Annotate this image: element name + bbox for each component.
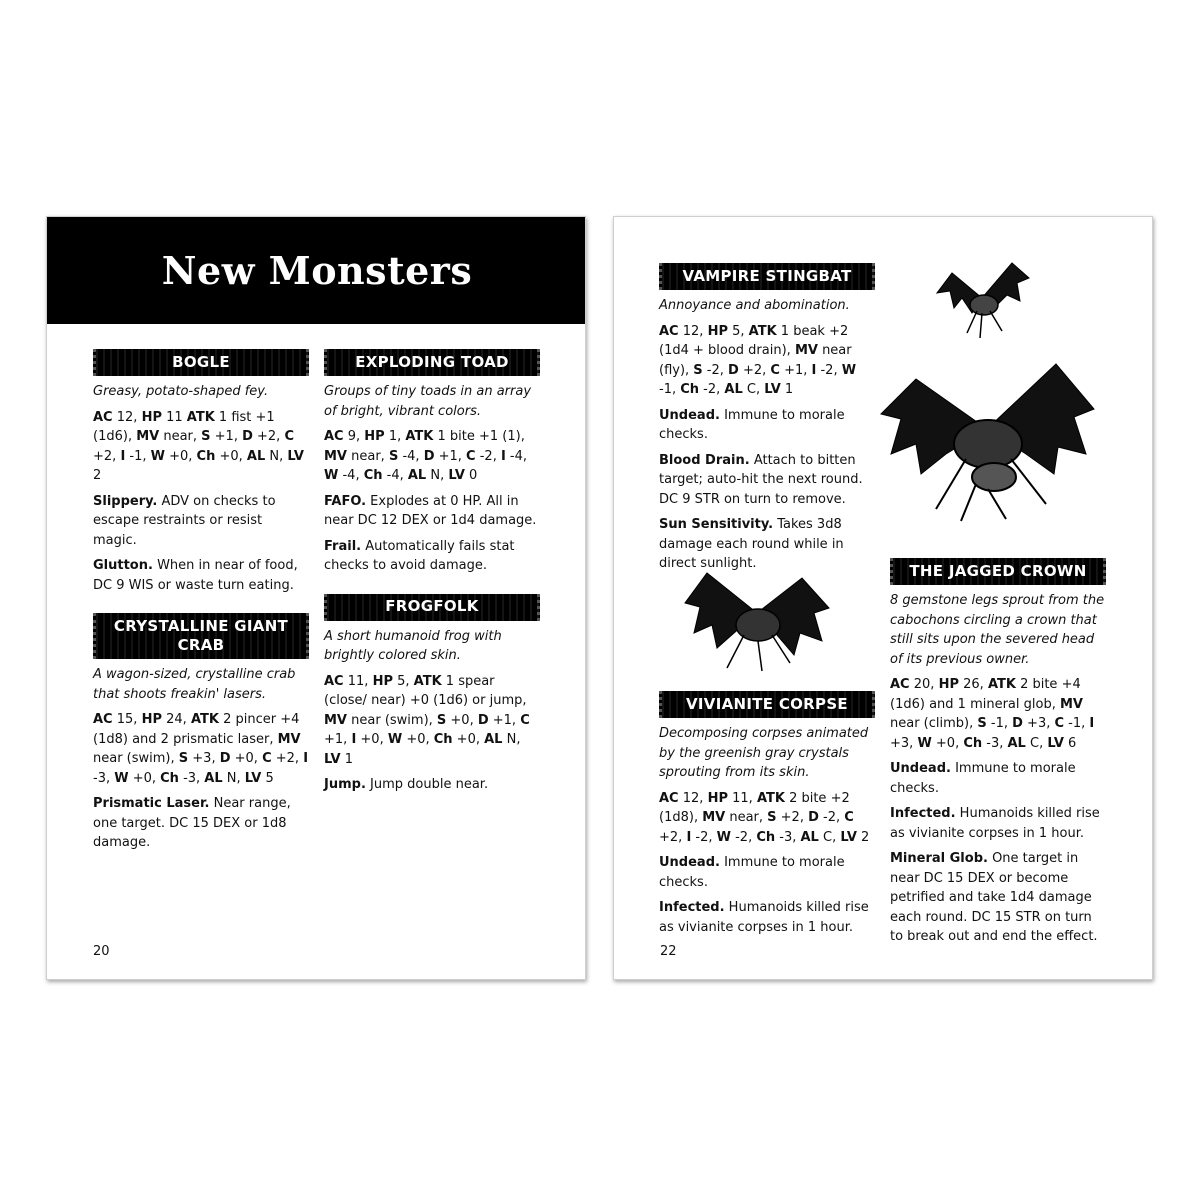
stat-key: ATK xyxy=(413,673,442,689)
stat-value: +0, xyxy=(452,732,485,747)
feature-text: Near range, one target. DC 15 DEX or 1d8 damage. xyxy=(93,796,291,850)
bat-drawing xyxy=(876,359,1098,525)
stat-value: +0, xyxy=(128,770,161,786)
monster-stat-line xyxy=(659,789,875,848)
stat-key: D xyxy=(242,429,253,444)
stat-key: Ch xyxy=(756,829,776,845)
monster-feature xyxy=(324,537,540,576)
stat-key: Ch xyxy=(196,448,216,464)
feature-text: Automatically fails stat checks to avoid damage. xyxy=(324,538,515,573)
stat-key: ATK xyxy=(748,323,777,339)
stat-key: D xyxy=(423,448,435,464)
stat-value: +3, xyxy=(188,751,220,766)
stat-value: 11, xyxy=(343,673,373,689)
feature-text: Explodes at 0 HP. All in near DC 12 DEX or 1d4 damage. xyxy=(324,493,537,528)
stat-key: AC xyxy=(324,429,344,444)
monster-entry xyxy=(93,613,309,853)
stat-value: +1, xyxy=(210,429,243,444)
monster-description: A wagon-sized, crystalline crab that shoots freakin' lasers. xyxy=(93,667,296,702)
stat-key: W xyxy=(114,770,129,786)
monster-stat-line xyxy=(659,322,875,400)
stat-value: near (swim), xyxy=(93,751,179,766)
monster-description: Greasy, potato-shaped fey. xyxy=(93,384,269,399)
feature-name: Undead. xyxy=(659,855,720,870)
stat-value: 0 xyxy=(464,468,478,483)
stat-key: C xyxy=(844,810,854,825)
stat-value: -1, xyxy=(986,716,1013,731)
monster-stat-line xyxy=(324,427,540,486)
stat-key: I xyxy=(303,751,309,766)
monster-name-banner: EXPLODING TOAD xyxy=(324,349,540,376)
stat-key: W xyxy=(387,732,403,747)
stat-value: 15, xyxy=(112,712,142,727)
right-column-1 xyxy=(659,263,875,580)
feature-name: Undead. xyxy=(659,407,720,423)
stat-value: 20, xyxy=(909,677,939,692)
stat-value: +0, xyxy=(402,732,434,747)
stat-key: ATK xyxy=(190,712,219,727)
monster-feature xyxy=(890,804,1106,843)
stat-value: -3, xyxy=(982,735,1008,751)
stat-key: D xyxy=(1012,716,1023,731)
feature-text: Humanoids killed rise as vivianite corpses in 1 hour. xyxy=(890,806,1100,841)
stat-key: LV xyxy=(324,751,341,767)
feature-text: Attach to bitten target; auto-hit the next round. DC 9 STR on turn to remove. xyxy=(659,452,863,507)
stat-key: Ch xyxy=(963,735,983,751)
stat-key: C xyxy=(466,448,476,464)
stat-key: ATK xyxy=(987,677,1016,692)
stat-key: HP xyxy=(372,673,393,689)
feature-text: One target in near DC 15 DEX or become petrified and take 1d4 damage each round. DC 15 STR on turn to break out and end the effect. xyxy=(890,851,1098,944)
stat-value: 24, xyxy=(161,712,191,727)
feature-text: Humanoids killed rise as vivianite corpses in 1 hour. xyxy=(659,900,869,935)
stat-key: AL xyxy=(1007,735,1026,751)
stat-key: LV xyxy=(287,448,304,464)
monster-entry xyxy=(324,349,540,576)
stat-key: I xyxy=(120,448,126,464)
stat-value: -3, xyxy=(178,770,205,786)
stat-value: N, xyxy=(222,770,245,786)
stat-value: -4, xyxy=(382,468,408,483)
stat-value: -2, xyxy=(702,362,729,378)
stat-value: -2, xyxy=(816,362,842,378)
stat-value: -1, xyxy=(659,382,681,397)
monster-feature xyxy=(890,759,1106,798)
stat-key: LV xyxy=(244,770,262,786)
feature-name: Frail. xyxy=(324,538,362,554)
stat-key: MV xyxy=(324,448,347,464)
stat-key: HP xyxy=(707,323,728,339)
stat-value: 9, xyxy=(343,429,365,444)
stat-value: -4, xyxy=(398,448,424,464)
page-number: 22 xyxy=(660,944,677,959)
monster-entry xyxy=(890,558,1106,947)
stat-key: C xyxy=(262,751,272,766)
feature-name: Sun Sensitivity. xyxy=(659,517,774,532)
feature-text: Immune to morale checks. xyxy=(659,407,845,442)
stat-value: near, xyxy=(159,429,202,444)
stat-key: HP xyxy=(141,409,162,425)
stat-key: ATK xyxy=(756,790,785,806)
stat-key: LV xyxy=(1047,735,1064,751)
stat-value: near (fly), xyxy=(659,343,852,378)
feature-text: When in near of food, DC 9 WIS or waste turn eating. xyxy=(93,558,298,593)
stat-value: C, xyxy=(818,829,841,845)
stat-value: -3, xyxy=(775,829,801,845)
stat-key: AC xyxy=(93,712,113,727)
stat-key: AL xyxy=(204,770,223,786)
stat-key: Ch xyxy=(160,770,179,786)
monster-description: Groups of tiny toads in an array of bright, vibrant colors. xyxy=(324,384,532,419)
monster-entry xyxy=(659,263,875,574)
small-bat-illustration xyxy=(932,253,1032,343)
feature-name: FAFO. xyxy=(324,493,367,509)
stat-key: AL xyxy=(724,382,743,397)
stat-value: -4, xyxy=(338,468,364,483)
stat-key: S xyxy=(767,810,777,825)
monster-feature xyxy=(659,853,875,892)
monster-feature xyxy=(93,492,309,551)
stat-key: AL xyxy=(484,732,503,747)
feature-name: Glutton. xyxy=(93,558,153,573)
stat-key: AC xyxy=(659,323,679,339)
left-page xyxy=(46,216,586,980)
stat-value: 6 xyxy=(1063,735,1077,751)
stat-value: 2 bite +4 (1d6) and 1 mineral glob, xyxy=(890,677,1081,712)
monster-feature xyxy=(659,406,875,445)
stat-value: +0, xyxy=(356,732,388,747)
stat-key: LV xyxy=(764,382,781,397)
stat-value: -1, xyxy=(125,448,151,464)
stat-value: 2 pincer +4 (1d8) and 2 prismatic laser, xyxy=(93,712,300,747)
stat-value: +0, xyxy=(164,448,197,464)
stat-key: S xyxy=(388,448,399,464)
stat-key: AC xyxy=(93,409,113,425)
stat-key: W xyxy=(917,735,932,751)
feature-name: Infected. xyxy=(659,900,725,915)
stat-key: HP xyxy=(938,677,959,692)
right-column-2 xyxy=(890,558,1106,953)
right-column-1-lower xyxy=(659,691,875,943)
stat-value: +3, xyxy=(1022,716,1055,731)
stat-value: 1 beak +2 (1d4 + blood drain), xyxy=(659,323,849,358)
stat-value: C, xyxy=(742,382,765,397)
feature-name: Prismatic Laser. xyxy=(93,796,210,811)
stat-value: near, xyxy=(725,810,768,825)
stat-value: 1 xyxy=(340,751,353,767)
stat-value: +0, xyxy=(230,751,263,766)
stat-value: 1 fist +1 (1d6), xyxy=(93,409,275,444)
stat-value: 1 xyxy=(780,382,794,397)
monster-description: A short humanoid frog with brightly colored skin. xyxy=(324,628,502,663)
stat-key: ATK xyxy=(405,429,434,444)
monster-feature xyxy=(324,492,540,531)
monster-feature xyxy=(890,849,1106,947)
stat-key: MV xyxy=(794,343,818,358)
left-column-1 xyxy=(93,349,309,859)
stat-value: 11 xyxy=(161,409,187,425)
stat-value: -2, xyxy=(699,382,725,397)
feature-text: Takes 3d8 damage each round while in direct sunlight. xyxy=(659,517,844,571)
monster-entry xyxy=(93,349,309,595)
monster-feature xyxy=(324,775,540,795)
right-page xyxy=(613,216,1153,980)
stat-value: +1, xyxy=(324,732,352,747)
stat-key: C xyxy=(770,362,780,378)
stat-key: AL xyxy=(800,829,819,845)
stat-value: -3, xyxy=(93,770,115,786)
bat-drawing xyxy=(682,563,832,675)
page-number: 20 xyxy=(93,944,110,959)
stat-key: D xyxy=(477,712,489,728)
stat-value: -2, xyxy=(730,829,757,845)
monster-feature xyxy=(93,794,309,853)
stat-key: HP xyxy=(141,712,162,727)
monster-name-banner: THE JAGGED CROWN xyxy=(890,558,1106,585)
feature-name: Infected. xyxy=(890,806,956,821)
stat-key: I xyxy=(686,829,692,845)
stat-value: +3, xyxy=(890,735,918,751)
monster-description: Decomposing corpses animated by the greenish gray crystals sprouting from its skin. xyxy=(659,726,869,780)
stat-key: AL xyxy=(407,468,427,483)
stat-value: 1 bite +1 (1), xyxy=(433,429,525,444)
stat-key: S xyxy=(178,751,189,766)
stat-value: +2, xyxy=(271,751,304,766)
large-bat-illustration xyxy=(876,359,1098,525)
medium-bat-illustration xyxy=(682,563,832,675)
stat-value: 2 xyxy=(93,468,102,483)
stat-value: 2 xyxy=(856,829,870,845)
stat-value: 2 bite +2 (1d8), xyxy=(659,790,850,825)
stat-key: C xyxy=(284,429,294,444)
monster-feature xyxy=(659,898,875,937)
stat-key: I xyxy=(500,448,506,464)
stat-value: 12, xyxy=(112,409,142,425)
stat-value: 12, xyxy=(678,790,708,806)
stat-value: -2, xyxy=(818,810,845,825)
stat-key: AC xyxy=(890,677,910,692)
monster-stat-line xyxy=(890,675,1106,753)
stat-value: near (swim), xyxy=(347,712,437,728)
feature-name: Slippery. xyxy=(93,493,158,509)
stat-value: 1 spear (close/ near) +0 (1d6) or jump, xyxy=(324,673,527,708)
stat-key: S xyxy=(436,712,447,728)
stat-value: 11, xyxy=(727,790,757,806)
stat-value: near, xyxy=(347,448,389,464)
stat-key: W xyxy=(841,362,857,378)
stat-key: I xyxy=(351,732,357,747)
monster-name-banner: CRYSTALLINE GIANT CRAB xyxy=(93,613,309,659)
stat-value: -2, xyxy=(691,829,717,845)
stat-value: N, xyxy=(426,468,449,483)
stat-key: S xyxy=(201,429,211,444)
stat-key: C xyxy=(1054,716,1065,731)
monster-stat-line xyxy=(93,408,309,486)
monster-name-banner: BOGLE xyxy=(93,349,309,376)
stat-key: W xyxy=(150,448,165,464)
stat-key: AL xyxy=(246,448,266,464)
stat-key: AC xyxy=(324,673,344,689)
monster-feature xyxy=(93,556,309,595)
stat-value: +1, xyxy=(434,448,467,464)
stat-key: MV xyxy=(136,429,160,444)
stat-key: S xyxy=(977,716,987,731)
stat-value: +1, xyxy=(488,712,521,728)
stat-value: -1, xyxy=(1064,716,1090,731)
stat-value: +0, xyxy=(215,448,247,464)
stat-key: HP xyxy=(707,790,728,806)
stat-value: +0, xyxy=(446,712,478,728)
stat-value: N, xyxy=(265,448,288,464)
stat-key: MV xyxy=(1059,696,1083,712)
monster-stat-line xyxy=(93,710,309,788)
stat-key: C xyxy=(520,712,530,728)
stat-value: +1, xyxy=(779,362,812,378)
stat-key: MV xyxy=(277,731,301,747)
monster-entry xyxy=(659,691,875,937)
stat-value: 5, xyxy=(727,323,749,339)
stat-key: HP xyxy=(364,429,385,444)
monster-name-banner: FROGFOLK xyxy=(324,594,540,621)
monster-description: 8 gemstone legs sprout from the cabochons circling a crown that still sits upon the severed head of its previous owner. xyxy=(890,593,1105,667)
stat-key: Ch xyxy=(433,732,453,747)
feature-name: Blood Drain. xyxy=(659,452,750,468)
title-band xyxy=(47,217,586,324)
stat-key: D xyxy=(808,810,819,825)
stat-key: Ch xyxy=(363,468,383,483)
monster-feature xyxy=(659,451,875,510)
stat-key: I xyxy=(811,362,817,378)
stat-key: I xyxy=(1089,716,1095,731)
feature-text: Immune to morale checks. xyxy=(890,761,1076,796)
monster-description: Annoyance and abomination. xyxy=(659,298,850,313)
stat-value: -4, xyxy=(505,448,528,464)
stat-value: C, xyxy=(1025,735,1048,751)
feature-name: Jump. xyxy=(324,777,366,792)
feature-name: Undead. xyxy=(890,761,951,776)
bat-drawing xyxy=(932,253,1032,343)
stat-key: MV xyxy=(324,712,347,728)
stat-key: LV xyxy=(840,829,857,845)
stat-value: near (climb), xyxy=(890,716,978,731)
left-column-2 xyxy=(324,349,540,801)
stat-value: 5 xyxy=(261,770,274,786)
stat-value: N, xyxy=(502,732,521,747)
stat-value: +2, xyxy=(93,448,121,464)
stat-key: W xyxy=(716,829,731,845)
stat-key: ATK xyxy=(186,409,215,425)
stat-value: 12, xyxy=(678,323,708,339)
monster-entry xyxy=(324,594,540,795)
stat-key: D xyxy=(728,362,739,378)
stat-value: +2, xyxy=(252,429,285,444)
stat-key: D xyxy=(219,751,231,766)
stat-value: +2, xyxy=(776,810,809,825)
monster-name-banner: VAMPIRE STINGBAT xyxy=(659,263,875,290)
monster-name-banner: VIVIANITE CORPSE xyxy=(659,691,875,718)
stat-key: W xyxy=(324,468,339,483)
stat-value: +0, xyxy=(931,735,964,751)
stat-key: MV xyxy=(702,810,726,825)
page-title: New Monsters xyxy=(161,248,473,293)
feature-text: ADV on checks to escape restraints or resist magic. xyxy=(93,493,276,548)
stat-value: -2, xyxy=(475,448,501,464)
stat-value: +2, xyxy=(738,362,771,378)
stat-key: AC xyxy=(659,790,679,806)
stat-value: 5, xyxy=(392,673,414,689)
feature-text: Jump double near. xyxy=(365,777,489,792)
stat-key: S xyxy=(693,362,703,378)
feature-name: Mineral Glob. xyxy=(890,851,988,866)
feature-text: Immune to morale checks. xyxy=(659,855,845,890)
stat-key: Ch xyxy=(680,382,700,397)
monster-stat-line xyxy=(324,672,540,770)
stat-value: +2, xyxy=(659,829,687,845)
stat-value: 1, xyxy=(384,429,406,444)
stat-value: 26, xyxy=(958,677,988,692)
stat-key: LV xyxy=(448,468,465,483)
